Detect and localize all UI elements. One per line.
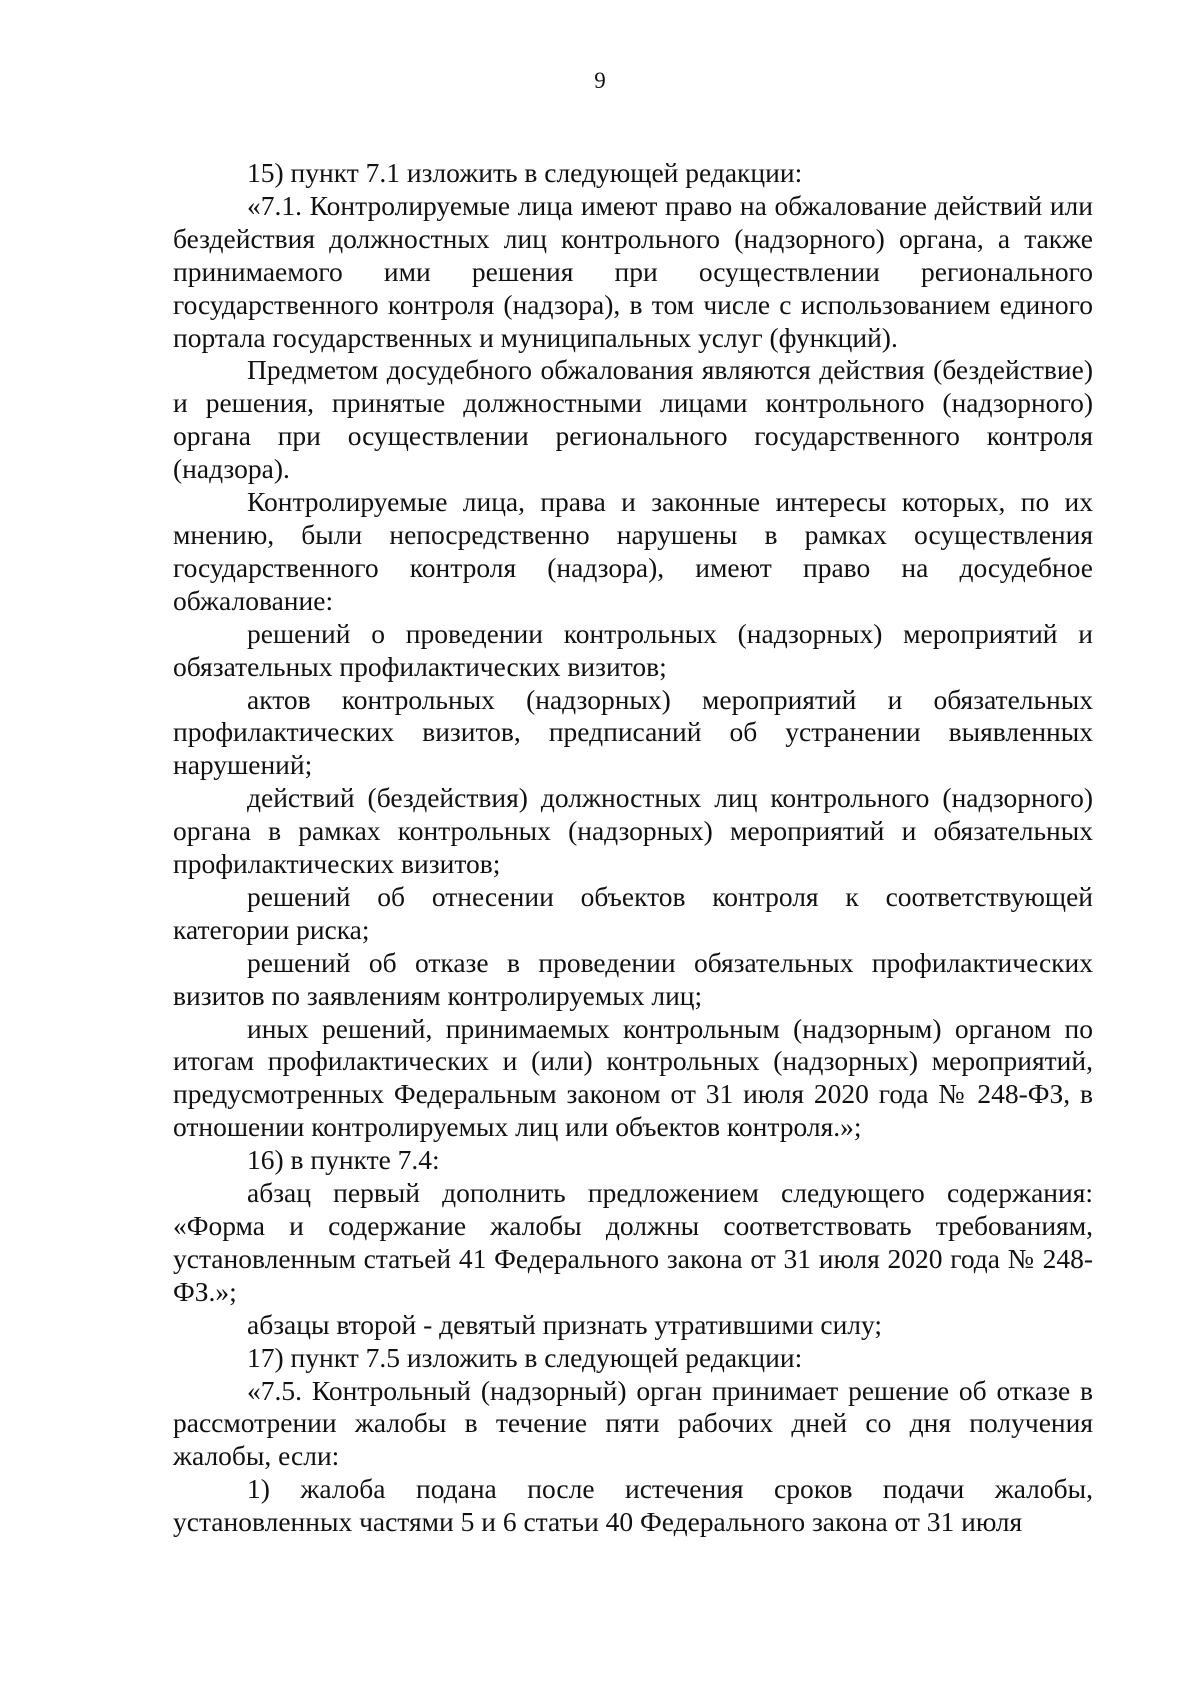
- paragraph-item-15: 15) пункт 7.1 изложить в следующей редакции:: [247, 157, 803, 188]
- list-item-acts: актов контрольных (надзорных) мероприятий и обязательных профилактических визитов, предписаний об устранении выявленных нарушений;: [173, 683, 1093, 781]
- paragraph-right-to-appeal: Контролируемые лица, права и законные интересы которых, по их мнению, были непосредственно нарушены в рамках осуществления государственного контроля (надзора), имеют право на досудебное обжалование:: [173, 486, 1093, 616]
- page-number: 9: [594, 68, 606, 93]
- list-item-refusal-visits: решений об отказе в проведении обязательных профилактических визитов по заявлениям контролируемых лиц;: [173, 946, 1093, 1011]
- paragraph-item-16: 16) в пункте 7.4:: [247, 1144, 440, 1176]
- paragraph-7-5: «7.5. Контрольный (надзорный) орган принимает решение об отказе в рассмотрении жалобы в течение пяти рабочих дней со дня получения жалобы, если:: [173, 1374, 1093, 1472]
- document-body: [173, 157, 1093, 1539]
- paragraph-item-17: 17) пункт 7.5 изложить в следующей редакции:: [247, 1341, 803, 1373]
- paragraph-7-1: «7.1. Контролируемые лица имеют право на обжалование действий или бездействия должностных лиц контрольного (надзорного) органа, а также принимаемого ими решения при осуществлении регионального государственного контроля (надзора), в том числе с использованием единого портала государственных и муниципальных услуг (функций).: [173, 189, 1093, 353]
- paragraph-subject-of-appeal: Предметом досудебного обжалования являются действия (бездействие) и решения, принятые должностными лицами контрольного (надзорного) органа при осуществлении регионального государственного контроля (надзора).: [173, 354, 1093, 485]
- list-item-other-decisions: иных решений, принимаемых контрольным (надзорным) органом по итогам профилактических и (или) контрольных (надзорных) мероприятий, предусмотренных Федеральным законом от 31 июля 2020 года № 248-ФЗ, в отношении контролируемых лиц или объектов контроля.»;: [173, 1012, 1093, 1143]
- list-item-decisions-events: решений о проведении контрольных (надзорных) мероприятий и обязательных профилактических визитов;: [173, 617, 1093, 682]
- paragraph-7-5-item-1: 1) жалоба подана после истечения сроков подачи жалобы, установленных частями 5 и 6 статьи 40 Федерального закона от 31 июля: [173, 1473, 1093, 1538]
- paragraph-7-4-first: абзац первый дополнить предложением следующего содержания: «Форма и содержание жалобы должны соответствовать требованиям, установленным статьей 41 Федерального закона от 31 июля 2020 года № 248-ФЗ.»;: [173, 1177, 1093, 1307]
- paragraph-7-4-second: абзацы второй - девятый признать утратившими силу;: [247, 1308, 883, 1340]
- list-item-risk-category: решений об отнесении объектов контроля к соответствующей категории риска;: [173, 880, 1093, 945]
- list-item-actions: действий (бездействия) должностных лиц контрольного (надзорного) органа в рамках контрольных (надзорных) мероприятий и обязательных профилактических визитов;: [173, 782, 1093, 880]
